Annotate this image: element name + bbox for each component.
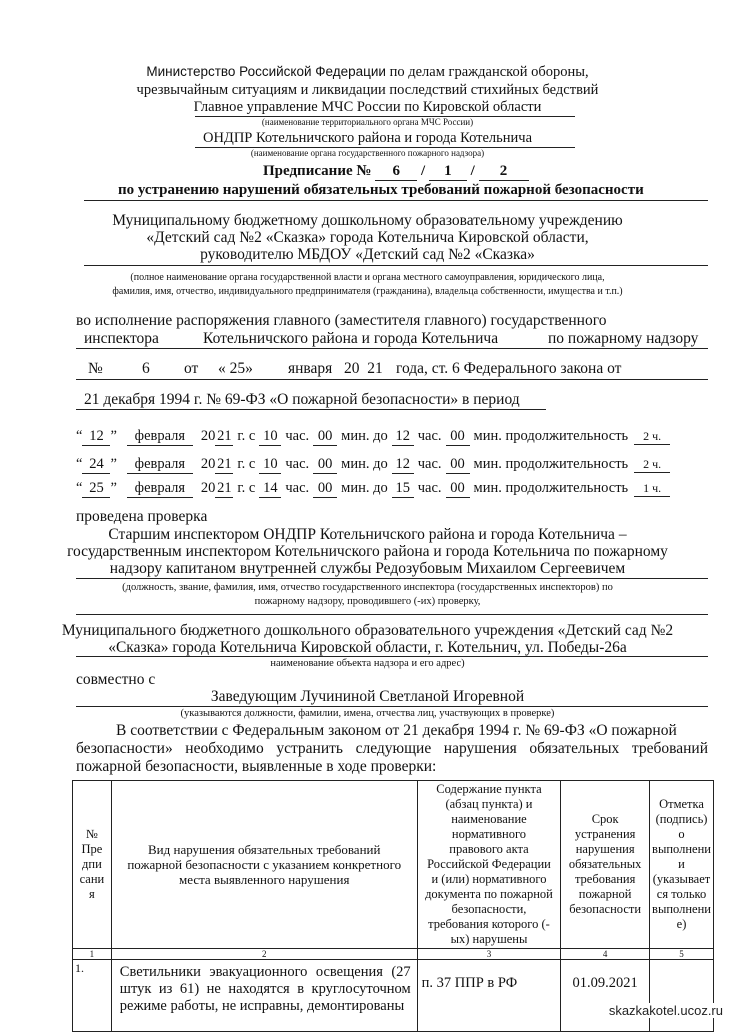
order-date-day: « 25» <box>218 360 253 377</box>
supervision-body: ОНДПР Котельничского района и города Котельнича <box>202 130 533 146</box>
order-line-1: во исполнение распоряжения главного (заместителя главного) государственного <box>76 312 607 329</box>
period-to-minute: 00 <box>446 428 470 446</box>
order-inspector: инспектора <box>84 330 159 347</box>
header-line: и (или) нормативного <box>431 872 547 886</box>
col-number: 4 <box>561 949 650 960</box>
order-number-value: 6 <box>142 360 150 377</box>
ministry-line-1: Министерство Российской Федерации по делам гражданской обороны, <box>146 64 589 80</box>
site-watermark: skazkakotel.ucoz.ru <box>608 1003 723 1018</box>
period-year-prefix: 20 <box>200 428 216 444</box>
row-mark <box>650 960 714 1032</box>
period-from-label: г. с <box>237 428 256 444</box>
divider <box>76 578 708 579</box>
inspector-caption-1: (должность, звание, фамилия, имя, отчество государственного инспектора (государственных инспекторов) по <box>122 582 613 593</box>
addressee-line-3: руководителю МБДОУ «Детский сад №2 «Сказка» <box>200 246 535 263</box>
header-line: требования которого (- <box>428 917 550 931</box>
order-supervision: по пожарному надзору <box>548 330 699 347</box>
jointly-person: Заведующим Лучининой Светланой Игоревной <box>210 688 525 705</box>
header-cell-number <box>73 781 112 949</box>
period-day: 24 <box>82 456 110 474</box>
header-line: устранения <box>574 827 636 841</box>
inspector-line-1: Старшим инспектором ОНДПР Котельничского района и города Котельнича – <box>108 526 627 543</box>
period-from-minute: 00 <box>313 456 337 474</box>
addressee-line-2: «Детский сад №2 «Сказка» города Котельнича Кировской области, <box>146 229 589 246</box>
period-year: 21 <box>217 480 232 496</box>
period-to-label: мин. до <box>341 480 388 496</box>
object-caption: наименование объекта надзора и его адрес) <box>270 658 465 669</box>
document-title: Предписание № 6 / 1 / 2 <box>263 163 529 181</box>
jointly-label: совместно с <box>76 671 156 688</box>
col-number: 3 <box>417 949 561 960</box>
period-hour-label: час. <box>285 480 310 496</box>
territorial-caption: (наименование территориального органа МЧС России) <box>261 117 474 127</box>
period-to-hour: 12 <box>392 456 414 474</box>
period-from-hour: 10 <box>259 428 281 446</box>
period-to-minute: 00 <box>446 480 470 498</box>
period-line <box>76 480 670 498</box>
intro-line-1: В соответствии с Федеральным законом от 21 декабря 1994 г. № 69-ФЗ «О пожарной <box>116 722 677 739</box>
order-law-ref: года, ст. 6 Федерального закона от <box>396 360 622 377</box>
period-quote-close: ” <box>110 428 117 444</box>
header-line: е) <box>676 917 687 931</box>
period-month: февраля <box>127 480 193 498</box>
object-line-1: Муниципального бюджетного дошкольного образовательного учреждения «Детский сад №2 <box>61 622 674 639</box>
table-row <box>73 960 714 1032</box>
period-year: 21 <box>217 428 232 444</box>
jointly-caption: (указываются должности, фамилии, имена, отчества лиц, участвующих в проверке) <box>180 708 555 719</box>
period-from-minute: 00 <box>313 428 337 446</box>
order-date-month: января <box>288 360 333 377</box>
inspector-line-2: государственным инспектором Котельничского района и города Котельнича по пожарному <box>67 543 668 560</box>
period-month: февраля <box>127 428 193 446</box>
period-hour-label: час. <box>285 456 310 472</box>
header-cell-violation <box>111 781 417 949</box>
period-year-prefix: 20 <box>200 480 216 496</box>
col-number: 2 <box>111 949 417 960</box>
period-quote-close: ” <box>110 480 117 496</box>
header-line: пожарной безопасности с указанием конкретного <box>127 857 402 872</box>
row-violation <box>111 960 417 1032</box>
divider <box>76 379 708 380</box>
period-quote-open: “ <box>76 456 83 472</box>
period-duration-label: мин. продолжительность <box>473 428 629 444</box>
header-line: ся только <box>656 887 707 901</box>
period-hour-label: час. <box>417 480 442 496</box>
header-line: правового акта <box>449 842 529 856</box>
period-from-label: г. с <box>237 480 256 496</box>
period-day: 25 <box>82 480 110 498</box>
row-number: 1. <box>73 960 112 1032</box>
period-year-prefix: 20 <box>200 456 216 472</box>
period-to-minute: 00 <box>446 456 470 474</box>
period-to-label: мин. до <box>341 428 388 444</box>
intro-line-2: безопасности» необходимо устранить следующие нарушения обязательных требований <box>76 740 708 757</box>
period-quote-open: “ <box>76 428 83 444</box>
header-line: Вид нарушения обязательных требований <box>148 842 381 857</box>
header-cell-deadline <box>561 781 650 949</box>
period-hour-label: час. <box>285 428 310 444</box>
header-line: и <box>678 857 685 871</box>
header-line: места выявленного нарушения <box>179 872 350 887</box>
period-to-label: мин. до <box>341 456 388 472</box>
header-line: я <box>89 887 95 901</box>
header-line: (абзац пункта) и <box>445 797 533 811</box>
header-line: ых) нарушены <box>450 932 528 946</box>
violations-table <box>72 780 714 1032</box>
header-cell-mark <box>650 781 714 949</box>
territorial-body: Главное управление МЧС России по Кировской области <box>193 99 542 115</box>
header-line: выполнени <box>652 842 711 856</box>
order-number-label: № <box>88 360 103 377</box>
header-line: Срок <box>591 812 619 826</box>
divider <box>76 409 546 410</box>
period-from-label: г. с <box>237 456 256 472</box>
period-duration: 1 ч. <box>634 481 670 497</box>
period-day: 12 <box>82 428 110 446</box>
period-to-hour: 15 <box>392 480 414 498</box>
supervision-caption: (наименование органа государственного пожарного надзора) <box>250 148 485 158</box>
ministry-line-2: чрезвычайным ситуациям и ликвидации последствий стихийных бедствий <box>136 82 599 98</box>
header-line: Пре <box>81 842 103 856</box>
violation-line: штук из 61) не находятся в круглосуточном <box>119 981 411 997</box>
header-line: (подпись) <box>655 812 708 826</box>
addressee-caption-2: фамилия, имя, отчество, индивидуального предпринимателя (гражданина), владельца собственности, имущества и т.п.) <box>112 286 623 297</box>
period-hour-label: час. <box>417 456 442 472</box>
divider <box>84 265 708 266</box>
order-date-year: 20 21 <box>344 360 383 377</box>
divider <box>84 200 708 201</box>
period-line <box>76 428 670 446</box>
header-line: сани <box>79 872 105 886</box>
header-line: № <box>85 827 98 841</box>
period-duration-label: мин. продолжительность <box>473 480 629 496</box>
col-number: 5 <box>650 949 714 960</box>
divider <box>76 706 708 707</box>
document-subtitle: по устранению нарушений обязательных требований пожарной безопасности <box>118 182 644 198</box>
addressee-line-1: Муниципальному бюджетному дошкольному образовательному учреждению <box>112 212 623 229</box>
order-district: Котельничского района и города Котельнича <box>203 330 499 347</box>
header-line: обязательных <box>568 857 642 871</box>
divider <box>76 614 708 615</box>
header-line: безопасности, <box>451 902 527 916</box>
col-number: 1 <box>73 949 112 960</box>
period-duration-label: мин. продолжительность <box>473 456 629 472</box>
header-line: о <box>678 827 685 841</box>
period-quote-close: ” <box>110 456 117 472</box>
header-cell-norm <box>417 781 561 949</box>
header-line: (указывает <box>652 872 711 886</box>
order-date-from: от <box>184 360 199 377</box>
order-law: 21 декабря 1994 г. № 69-ФЗ «О пожарной безопасности» в период <box>84 391 520 408</box>
header-line: наименование <box>451 812 527 826</box>
period-line <box>76 456 670 474</box>
table-header-row <box>73 781 714 949</box>
header-line: требования <box>574 872 636 886</box>
row-deadline: 01.09.2021 <box>561 960 650 1032</box>
divider <box>76 656 708 657</box>
header-line: Содержание пункта <box>436 782 542 796</box>
divider <box>76 348 708 349</box>
row-norm: п. 37 ППР в РФ <box>417 960 561 1032</box>
column-numbers-row <box>73 949 714 960</box>
header-line: нарушения <box>575 842 635 856</box>
header-line: дпи <box>82 857 102 871</box>
inspection-label: проведена проверка <box>76 508 208 525</box>
inspector-line-3: надзору капитаном внутренней службы Редозубовым Михаилом Сергеевичем <box>109 560 626 577</box>
header-line: нормативного <box>451 827 527 841</box>
period-quote-open: “ <box>76 480 83 496</box>
object-line-2: «Сказка» города Котельнича Кировской области, г. Котельнич, ул. Победы-26а <box>108 639 627 656</box>
header-line: безопасности <box>569 902 642 916</box>
period-from-hour: 10 <box>259 456 281 474</box>
addressee-caption-1: (полное наименование органа государственной власти и органа местного самоуправления, юридического лица, <box>130 272 605 283</box>
period-duration: 2 ч. <box>634 429 670 445</box>
period-from-hour: 14 <box>259 480 281 498</box>
header-line: выполнени <box>652 902 711 916</box>
period-from-minute: 00 <box>313 480 337 498</box>
violation-line: Светильники эвакуационного освещения (27 <box>119 964 411 980</box>
period-year: 21 <box>217 456 232 472</box>
header-line: пожарной <box>578 887 632 901</box>
inspector-caption-2: пожарному надзору, проводившего (-их) проверку, <box>254 596 481 607</box>
intro-line-3: пожарной безопасности, выявленные в ходе проверки: <box>76 758 437 775</box>
violation-line: режиме работы, не исправны, демонтированы <box>119 998 405 1014</box>
header-line: документа по пожарной <box>425 887 553 901</box>
period-to-hour: 12 <box>392 428 414 446</box>
header-line: Отметка <box>659 797 704 811</box>
period-month: февраля <box>127 456 193 474</box>
header-line: Российской Федерации <box>427 857 551 871</box>
period-hour-label: час. <box>417 428 442 444</box>
period-duration: 2 ч. <box>634 457 670 473</box>
